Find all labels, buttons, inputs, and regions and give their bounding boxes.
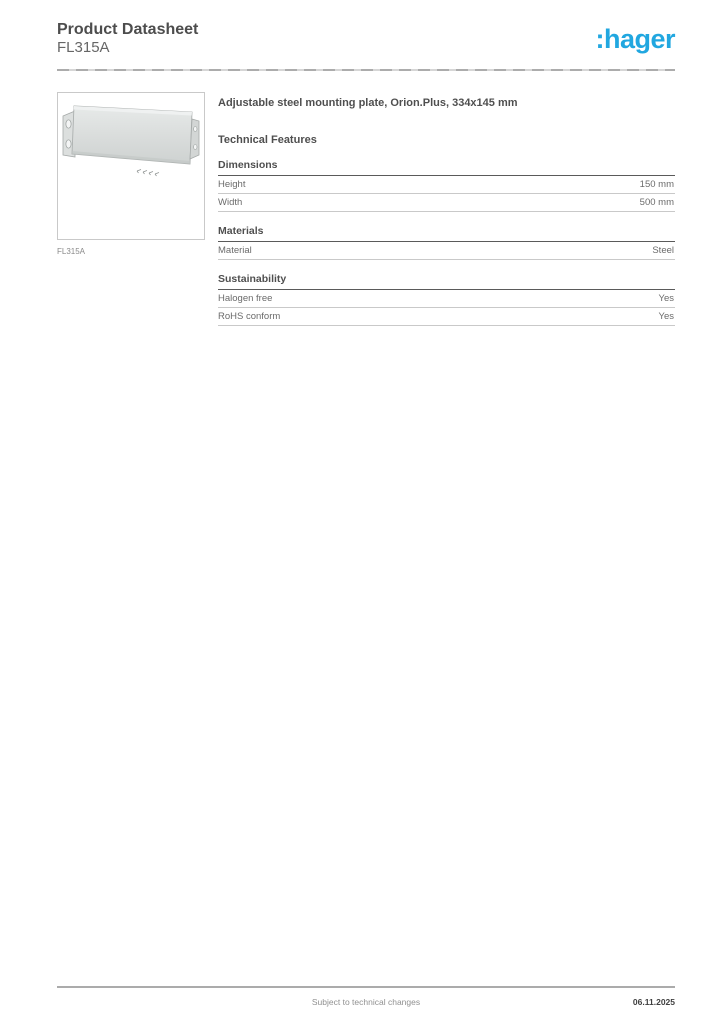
table-row <box>218 308 675 326</box>
product-reference: FL315A <box>57 39 110 56</box>
footer-row <box>57 997 675 1009</box>
screws <box>137 170 159 177</box>
technical-features-heading: Technical Features <box>218 134 317 146</box>
mounting-plate-illustration <box>58 93 204 239</box>
row-value: Steel <box>652 245 674 256</box>
header-titles <box>57 20 198 57</box>
product-image <box>57 92 205 240</box>
content-area <box>57 92 675 326</box>
technical-data-column <box>218 92 675 326</box>
row-value: 500 mm <box>639 197 674 208</box>
table-row <box>218 242 675 260</box>
page-footer <box>57 986 675 1009</box>
section-title: Dimensions <box>218 159 675 176</box>
page-title: Product Datasheet <box>57 21 199 38</box>
section-sustainability <box>218 273 675 326</box>
section-title: Materials <box>218 225 675 242</box>
row-value: 150 mm <box>639 179 674 190</box>
footer-note: Subject to technical changes <box>311 997 421 1007</box>
section-title: Sustainability <box>218 273 675 290</box>
footer-date: 06.11.2025 <box>632 997 675 1007</box>
footer-separator <box>57 986 675 988</box>
table-row <box>218 290 675 308</box>
row-value: Yes <box>658 293 674 304</box>
page-header <box>0 0 724 57</box>
table-row <box>218 176 675 194</box>
section-dimensions <box>218 159 675 212</box>
row-label: Height <box>218 179 246 190</box>
row-label: Width <box>218 197 243 208</box>
row-value: Yes <box>658 311 674 322</box>
product-title: Adjustable steel mounting plate, Orion.Plus, 334x145 mm <box>218 97 518 109</box>
section-materials <box>218 225 675 260</box>
row-label: Material <box>218 245 252 256</box>
row-label: Halogen free <box>218 293 273 304</box>
table-row <box>218 194 675 212</box>
row-label: RoHS conform <box>218 311 281 322</box>
product-image-column <box>57 92 205 326</box>
hager-logo: :hager <box>595 24 675 54</box>
header-separator <box>57 69 675 71</box>
image-caption: FL315A <box>57 247 86 256</box>
